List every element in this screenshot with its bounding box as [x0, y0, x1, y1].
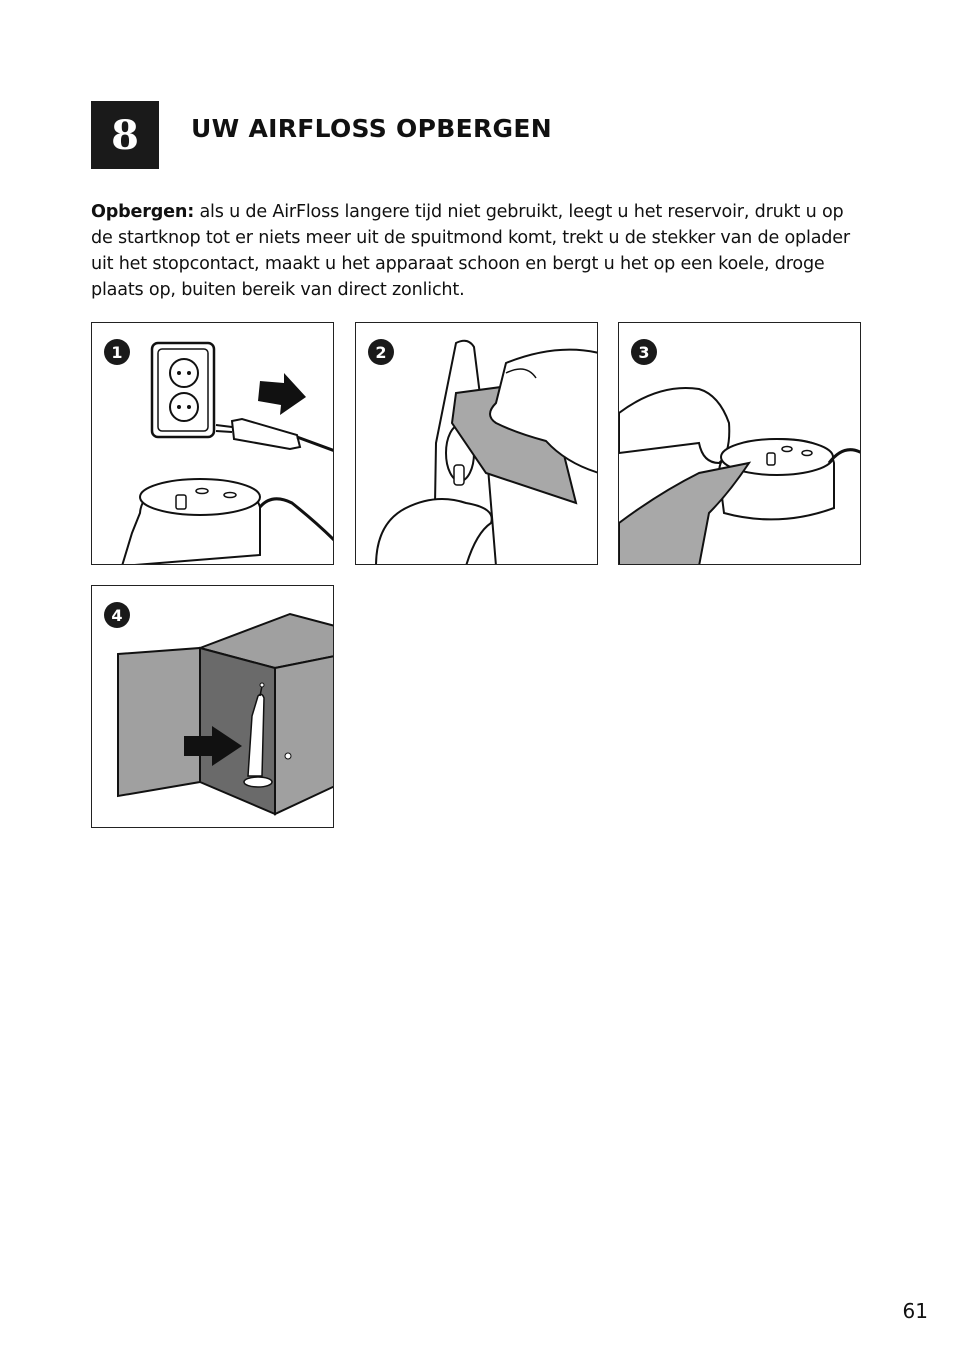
- store-in-cupboard-illustration: [92, 586, 334, 828]
- unplug-charger-illustration: [92, 323, 334, 565]
- page-number: 61: [902, 1299, 928, 1323]
- step-panel-1: [91, 322, 334, 565]
- step-panel-3: [618, 322, 861, 565]
- section-number-badge: 8: [91, 101, 159, 169]
- step-panel-2: [355, 322, 598, 565]
- intro-label: Opbergen:: [91, 202, 195, 222]
- step-number-1: 1: [104, 339, 130, 365]
- intro-paragraph: [91, 199, 861, 303]
- wipe-handle-illustration: [356, 323, 598, 565]
- step-panel-4: [91, 585, 334, 828]
- wipe-charger-illustration: [619, 323, 861, 565]
- section-title: UW AIRFLOSS OPBERGEN: [191, 114, 552, 143]
- intro-text: als u de AirFloss langere tijd niet gebruikt, leegt u het reservoir, drukt u op de startknop tot er niets meer uit de spuitmond komt, trekt u de stekker van de oplader uit het stopcontact, maakt u het apparaat schoon en bergt u het op een koele, droge plaats op, buiten bereik van direct zonlicht.: [91, 202, 850, 300]
- step-number-3: 3: [631, 339, 657, 365]
- step-number-4: 4: [104, 602, 130, 628]
- step-number-2: 2: [368, 339, 394, 365]
